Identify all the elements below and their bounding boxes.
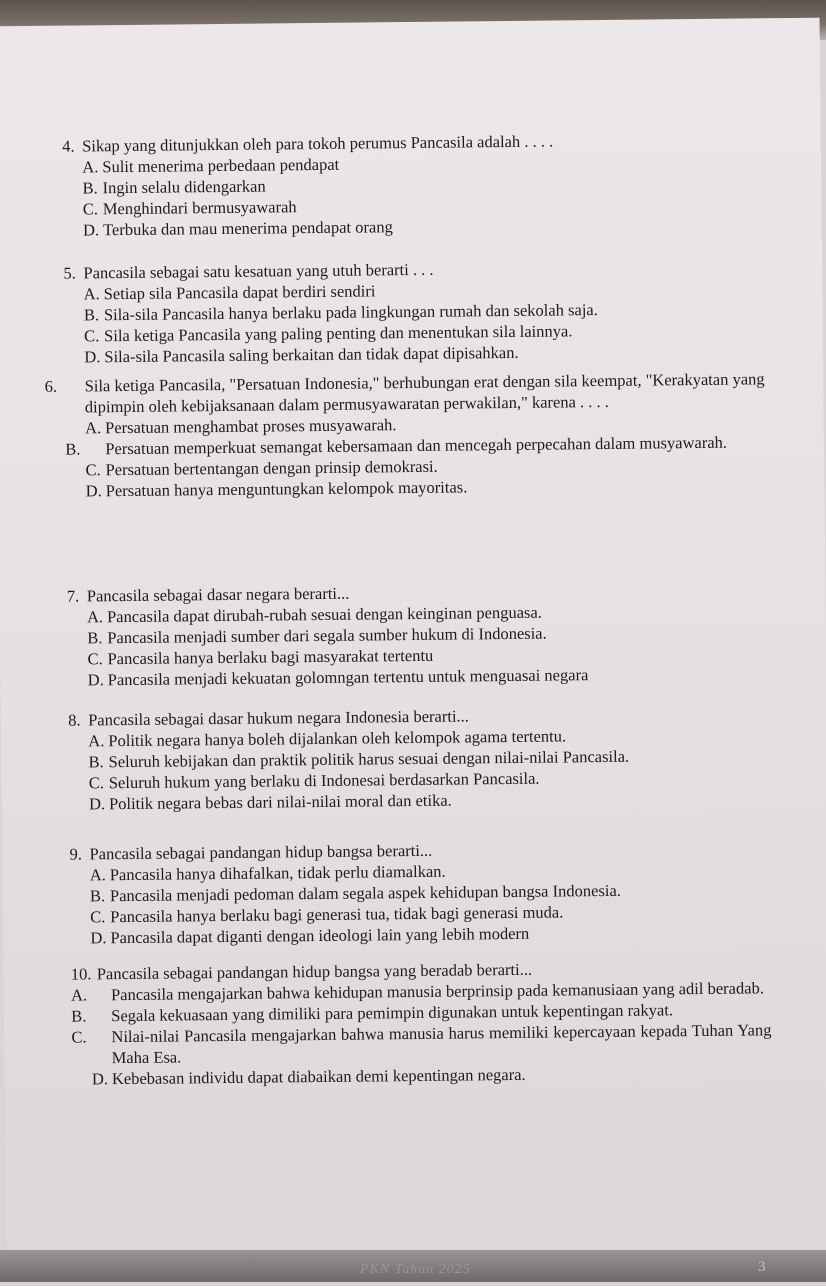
question-text: Pancasila sebagai dasar hukum negara Indonesia berarti... bbox=[88, 706, 469, 730]
question-text: Pancasila sebagai dasar negara berarti... bbox=[86, 583, 350, 606]
question-5 bbox=[63, 255, 764, 367]
option-text: Sila-sila Pancasila hanya berlaku pada lingkungan rumah dan sekolah saja. bbox=[103, 300, 598, 325]
option-list bbox=[67, 599, 768, 690]
option-list bbox=[62, 149, 763, 240]
option-text: Sila-sila Pancasila saling berkaitan dan tidak dapat dipisahkan. bbox=[104, 342, 519, 367]
question-number: 6. bbox=[44, 376, 58, 396]
option-letter: D. bbox=[82, 220, 100, 240]
option-text: Seluruh hukum yang berlaku di Indonesai berdasarkan Pancasila. bbox=[108, 768, 540, 793]
question-10 bbox=[71, 956, 772, 1089]
option-list bbox=[70, 857, 771, 948]
option-list bbox=[65, 410, 766, 501]
question-text: Pancasila sebagai satu kesatuan yang utuh berarti . . . bbox=[83, 259, 434, 283]
option-letter: D. bbox=[87, 670, 104, 690]
option-letter: A. bbox=[89, 865, 106, 885]
option-letter: B. bbox=[65, 439, 81, 459]
option-letter: C. bbox=[88, 773, 105, 793]
option-text: Pancasila mengajarkan bahwa kehidupan manusia berprinsip pada kemanusiaan yang adil beradab. bbox=[110, 978, 764, 1005]
question-number: 10. bbox=[70, 964, 92, 984]
option-letter: D. bbox=[88, 794, 106, 814]
question-text: Sikap yang ditunjukkan oleh para tokoh perumus Pancasila adalah . . . . bbox=[82, 131, 554, 156]
option-text: Persatuan hanya menguntungkan kelompok mayoritas. bbox=[105, 477, 468, 501]
option-letter: C. bbox=[71, 1027, 87, 1047]
question-text: Pancasila sebagai pandangan hidup bangsa yang beradab berarti... bbox=[96, 959, 533, 984]
option-text: Pancasila menjadi kekuatan golomngan tertentu untuk menguasai negara bbox=[107, 665, 589, 690]
question-number: 4. bbox=[62, 136, 75, 156]
option-list bbox=[71, 977, 772, 1089]
option-letter: B. bbox=[87, 628, 103, 648]
option-text: Pancasila hanya berlaku bagi masyarakat tertentu bbox=[107, 645, 434, 669]
option-letter: C. bbox=[84, 326, 100, 346]
option-letter: A. bbox=[88, 731, 105, 751]
option-text: Sila ketiga Pancasila yang paling penting dan menentukan sila lainnya. bbox=[104, 321, 573, 346]
question-number: 7. bbox=[66, 586, 80, 606]
question-9 bbox=[69, 836, 770, 948]
option-letter: C. bbox=[87, 649, 103, 669]
option-letter: A. bbox=[82, 157, 99, 177]
option-c bbox=[71, 1019, 772, 1068]
option-text: Pancasila hanya dihafalkan, tidak perlu diamalkan. bbox=[109, 861, 446, 885]
option-letter: A. bbox=[83, 284, 100, 304]
option-letter: D. bbox=[90, 928, 107, 948]
option-letter: B. bbox=[89, 886, 106, 906]
question-7 bbox=[67, 578, 768, 690]
option-text: Kebebasan individu dapat diabaikan demi kepentingan negara. bbox=[111, 1064, 526, 1089]
page-number: 3 bbox=[758, 1259, 766, 1275]
option-text: Menghindari bermusyawarah bbox=[102, 197, 297, 219]
option-letter: A. bbox=[70, 985, 88, 1005]
option-text: Persatuan memperkuat semangat kebersamaan dan mencegah perpecahan dalam musyawarah. bbox=[105, 432, 728, 459]
question-stem bbox=[44, 368, 765, 417]
question-number: 9. bbox=[69, 844, 83, 864]
option-text: Politik negara hanya boleh dijalankan oleh kelompok agama tertentu. bbox=[108, 726, 567, 751]
option-text: Terbuka dan mau menerima pendapat orang bbox=[102, 217, 393, 240]
option-text: Pancasila dapat diganti dengan ideologi lain yang lebih modern bbox=[110, 923, 530, 948]
option-text: Pancasila menjadi sumber dari segala sumber hukum di Indonesia. bbox=[107, 623, 547, 648]
option-letter: B. bbox=[71, 1006, 87, 1026]
option-letter: D. bbox=[85, 481, 102, 501]
option-text: Nilai-nilai Pancasila mengajarkan bahwa manusia harus memiliki kepercayaan kepada Tuhan Yang Maha Esa. bbox=[111, 1020, 772, 1068]
option-letter: D. bbox=[84, 347, 101, 367]
option-text: Persatuan bertentangan dengan prinsip demokrasi. bbox=[105, 456, 438, 480]
option-text: Persatuan menghambat proses musyawarah. bbox=[104, 415, 397, 438]
footer-label: PKN Tahun 2025 bbox=[360, 1262, 471, 1277]
option-text: Ingin selalu didengarkan bbox=[102, 176, 266, 198]
question-8 bbox=[68, 702, 769, 814]
option-letter: B. bbox=[88, 752, 104, 772]
question-number: 5. bbox=[63, 263, 76, 283]
option-text: Seluruh kebijakan dan praktik politik harus sesuai dengan nilai-nilai Pancasila. bbox=[108, 746, 630, 772]
option-letter: B. bbox=[82, 178, 98, 198]
option-letter: C. bbox=[82, 199, 99, 219]
question-text: Sila ketiga Pancasila, "Persatuan Indonesia," berhubungan erat dengan sila keempat, "Kerakyatan yang dipimpin oleh kebijaksanaan dalam permusyawaratan perwakilan," karena . . . . bbox=[84, 369, 765, 417]
option-letter: A. bbox=[86, 607, 104, 627]
question-4 bbox=[62, 128, 763, 240]
option-text: Pancasila menjadi pedoman dalam segala aspek kehidupan bangsa Indonesia. bbox=[109, 880, 621, 906]
option-letter: B. bbox=[83, 305, 100, 325]
option-text: Setiap sila Pancasila dapat berdiri sendiri bbox=[103, 281, 376, 304]
option-letter: C. bbox=[90, 907, 106, 927]
option-letter: D. bbox=[91, 1069, 109, 1089]
option-letter: A. bbox=[84, 418, 102, 438]
option-list bbox=[68, 723, 769, 814]
question-6 bbox=[44, 368, 766, 501]
option-text: Segala kekuasaan yang dimiliki para pemimpin digunakan untuk kepentingan rakyat. bbox=[111, 1000, 674, 1026]
option-text: Pancasila dapat dirubah-rubah sesuai dengan keinginan penguasa. bbox=[106, 602, 542, 627]
question-number: 8. bbox=[68, 710, 81, 730]
option-text: Sulit menerima perbedaan pendapat bbox=[102, 154, 340, 177]
question-text: Pancasila sebagai pandangan hidup bangsa berarti... bbox=[89, 840, 433, 864]
option-list bbox=[64, 276, 765, 367]
option-text: Pancasila hanya berlaku bagi generasi tua, tidak bagi generasi muda. bbox=[110, 902, 564, 927]
option-text: Politik negara bebas dari nilai-nilai moral dan etika. bbox=[108, 790, 452, 814]
option-letter: C. bbox=[85, 460, 101, 480]
